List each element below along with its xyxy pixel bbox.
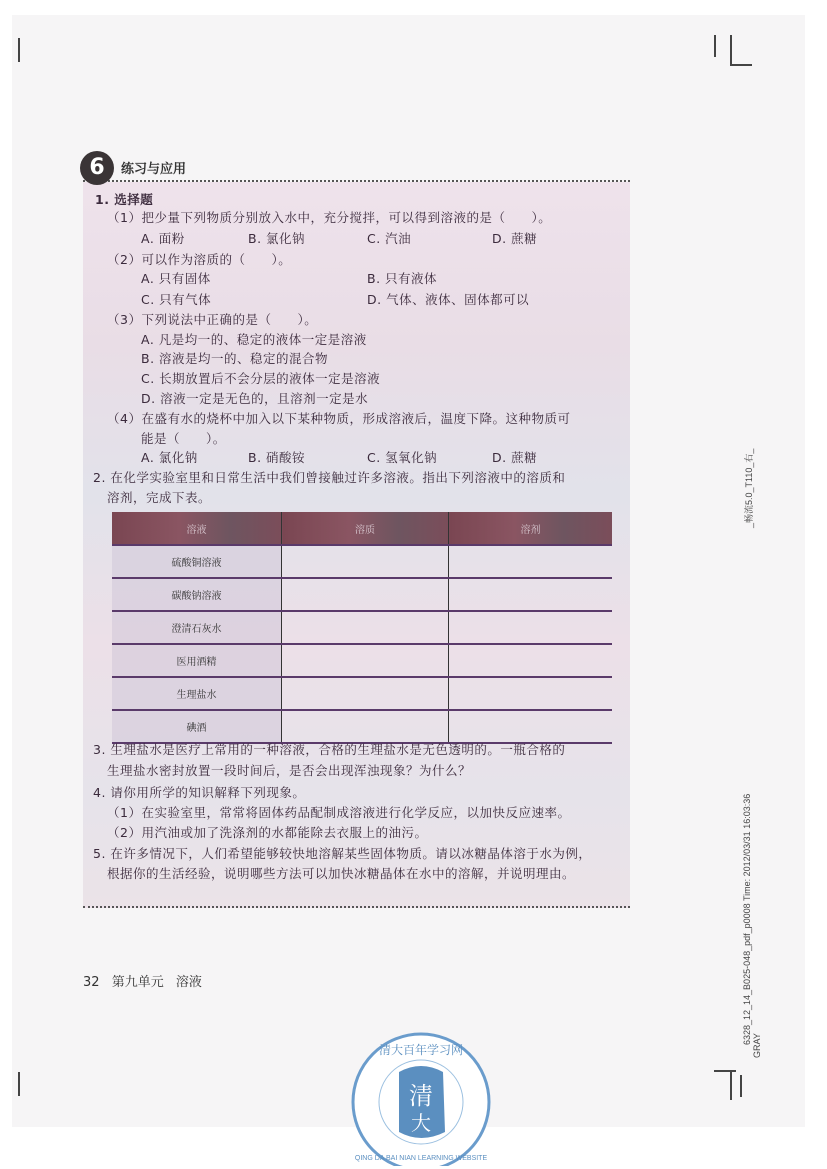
page-footer — [83, 971, 210, 990]
option: B. 硝酸铵 — [248, 450, 306, 465]
question-2: 2. 在化学实验室里和日常生活中我们曾接触过许多溶液。指出下列溶液中的溶质和 — [93, 470, 566, 485]
question-5: 5. 在许多情况下，人们希望能够较快地溶解某些固体物质。请以冰糖晶体溶于水为例， — [93, 846, 592, 861]
watermark-center: 清 — [409, 1082, 433, 1110]
solute-cell — [282, 677, 449, 710]
option: D. 溶液一定是无色的，且溶剂一定是水 — [141, 391, 369, 406]
table-row — [112, 545, 612, 578]
crop-mark — [714, 35, 716, 57]
crop-mark — [18, 38, 20, 62]
option: D. 气体、液体、固体都可以 — [367, 292, 530, 307]
svg-text:大: 大 — [411, 1111, 431, 1135]
solution-name: 澄清石灰水 — [112, 611, 282, 644]
solvent-cell — [449, 710, 612, 743]
option: B. 只有液体 — [367, 271, 438, 286]
solution-name: 碘酒 — [112, 710, 282, 743]
side-text-gray: GRAY — [752, 1033, 762, 1058]
question-4-2: （2）用汽油或加了洗涤剂的水都能除去衣服上的油污。 — [107, 825, 428, 840]
unit-label: 第九单元 — [111, 975, 164, 990]
solution-name: 医用酒精 — [112, 644, 282, 677]
crop-mark — [714, 1070, 736, 1072]
option: A. 氯化钠 — [141, 450, 198, 465]
table-row — [112, 578, 612, 611]
question-3-cont: 生理盐水密封放置一段时间后，是否会出现浑浊现象？为什么？ — [107, 763, 472, 778]
option: A. 面粉 — [141, 231, 185, 246]
solute-cell — [282, 545, 449, 578]
page-number: 32 — [83, 975, 100, 990]
crop-mark — [740, 1075, 742, 1097]
question-4-1: （1）在实验室里，常常将固体药品配制成溶液进行化学反应，以加快反应速率。 — [107, 805, 571, 820]
solute-cell — [282, 578, 449, 611]
question-5-cont: 根据你的生活经验，说明哪些方法可以加快冰糖晶体在水中的溶解，并说明理由。 — [107, 866, 576, 881]
crop-mark — [730, 35, 732, 65]
table-row — [112, 611, 612, 644]
solute-cell — [282, 644, 449, 677]
side-text-bottom: 6328_12_14_B025-048_pdf_p0008 Time: 2012/03/31 16:03:36 — [742, 793, 752, 1045]
question-1-3: （3）下列说法中正确的是（ ）。 — [107, 312, 318, 327]
question-4: 4. 请你用所学的知识解释下列现象。 — [93, 785, 306, 800]
solution-name: 生理盐水 — [112, 677, 282, 710]
question-1-1: （1）把少量下列物质分别放入水中，充分搅拌，可以得到溶液的是（ ）。 — [107, 210, 552, 225]
solute-cell — [282, 710, 449, 743]
question-2-cont: 溶剂，完成下表。 — [107, 490, 212, 505]
question-1-4: （4）在盛有水的烧杯中加入以下某种物质，形成溶液后，温度下降。这种物质可 — [107, 411, 571, 426]
question-3: 3. 生理盐水是医疗上常用的一种溶液，合格的生理盐水是无色透明的。一瓶合格的 — [93, 742, 566, 757]
crop-mark — [730, 64, 752, 66]
solvent-cell — [449, 644, 612, 677]
option: C. 只有气体 — [141, 292, 212, 307]
crop-mark — [18, 1072, 20, 1096]
solute-cell — [282, 611, 449, 644]
solution-table — [112, 512, 612, 744]
watermark-top-text: 清大百年学习网 — [378, 1043, 464, 1057]
option: B. 氯化钠 — [248, 231, 306, 246]
section-title: 练习与应用 — [121, 162, 187, 177]
option: A. 只有固体 — [141, 271, 211, 286]
option: A. 凡是均一的、稳定的液体一定是溶液 — [141, 332, 367, 347]
header-solution: 溶液 — [112, 512, 282, 545]
question-1-2: （2）可以作为溶质的（ ）。 — [107, 252, 292, 267]
solvent-cell — [449, 677, 612, 710]
option: C. 氢氧化钠 — [367, 450, 438, 465]
solvent-cell — [449, 611, 612, 644]
question-1-4-cont: 能是（ ）。 — [141, 431, 226, 446]
solvent-cell — [449, 545, 612, 578]
topic-label: 溶液 — [175, 975, 202, 990]
watermark-seal — [347, 1032, 495, 1166]
question-1: 1. 选择题 — [95, 192, 154, 207]
side-text-top: _畅流5.0_T110_右_ — [744, 448, 754, 528]
watermark-bottom-text: QING DA BAI NIAN LEARNING WEBSITE — [354, 1155, 488, 1162]
section-header — [83, 155, 630, 182]
solution-name: 硫酸铜溶液 — [112, 545, 282, 578]
solution-name: 碳酸钠溶液 — [112, 578, 282, 611]
option: B. 溶液是均一的、稳定的混合物 — [141, 351, 329, 366]
header-solute: 溶质 — [282, 512, 449, 545]
crop-mark — [730, 1070, 732, 1100]
option: C. 汽油 — [367, 231, 412, 246]
option: C. 长期放置后不会分层的液体一定是溶液 — [141, 371, 381, 386]
section-number-icon: 6 — [80, 151, 114, 185]
option: D. 蔗糖 — [492, 231, 538, 246]
solvent-cell — [449, 578, 612, 611]
table-row — [112, 644, 612, 677]
table-row — [112, 710, 612, 743]
table-row — [112, 677, 612, 710]
header-solvent: 溶剂 — [449, 512, 612, 545]
exercise-box — [83, 155, 630, 908]
option: D. 蔗糖 — [492, 450, 538, 465]
